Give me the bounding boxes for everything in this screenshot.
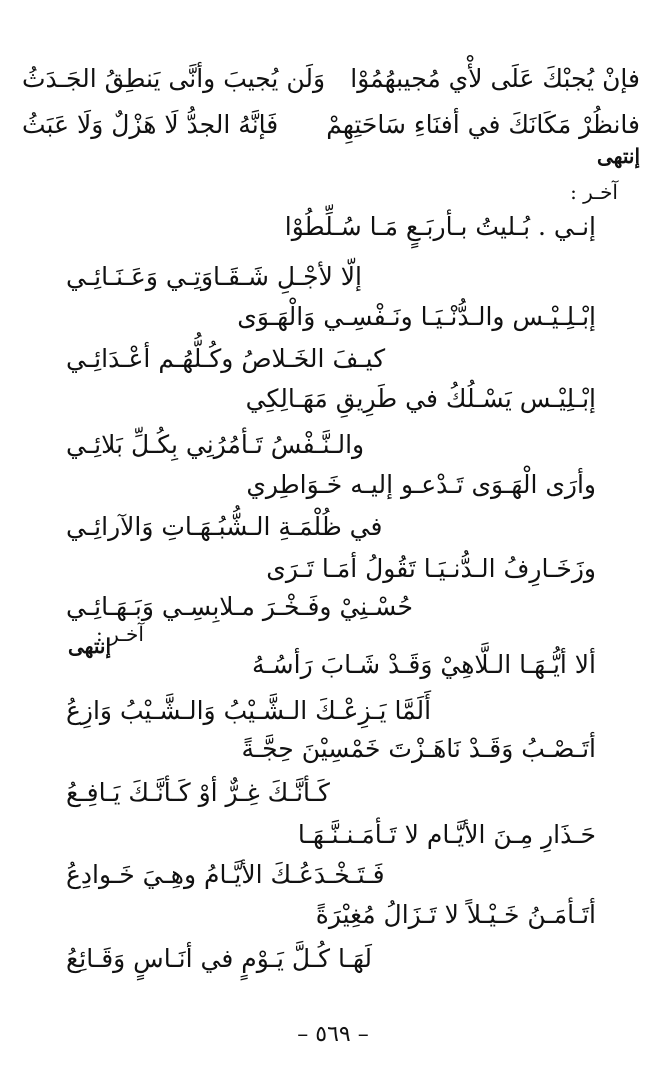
header-verse-2-left: فَإنَّهُ الجدُّ لَا هَزْلٌ وَلَا عَبَثُ <box>22 110 279 139</box>
verse-line: والـنَّـفْسُ تَـأمُرُنِي بِكُـلِّ بَلائِـي <box>66 430 365 459</box>
verse-line: كَـأنَّـكَ غِـرٌّ أوْ كَـأنَّـكَ يَـافِـعُ <box>66 778 330 807</box>
verse-line: أَلَمَّا يَـزِعْـكَ الـشَّـيْبُ وَالـشَّـيْبُ وَازِعُ <box>66 696 432 725</box>
verse-line: إنـي . بُـليتُ بـأربَـعٍ مَـا سُـلِّطُوْا <box>284 212 596 241</box>
verse-line: في ظُلْمَـةِ الـشُّبُـهَـاتِ وَالآرائِـي <box>66 512 383 541</box>
header-verse-1-left: وَلَن يُجيبَ وأنَّى يَنطِقُ الجَـدَثُ <box>22 64 326 93</box>
header-verse-1-right: فإنْ يُجبْكَ عَلَى لأْي مُجيبهُمُوْا <box>350 64 640 93</box>
verse-line: إبْـلِيْـس يَسْـلُكُ في طَرِيقِ مَهَـالِكِي <box>245 384 596 413</box>
end-marker: إنتهى <box>68 634 112 658</box>
section-label: آخـر : <box>96 622 144 646</box>
verse-line: حُسْـنِيْ وفَـخْـرَ مـلابِسِـي وَبَـهَـائِـي <box>66 592 413 621</box>
verse-line: أتَـأمَـنُ خَـيْـلاً لا تَـزَالُ مُغِيْرَةً <box>315 900 596 929</box>
header-verse-2-right: فانظُرْ مَكَانَكَ في أفنَاءِ سَاحَتِهِمْ <box>326 110 640 139</box>
verse-line: إلّا لأجْـلِ شَـقَـاوَتِـي وَعَـنَـائِـي <box>66 262 362 291</box>
verse-line: فَـتَـخْـدَعُـكَ الأيَّـامُ وهِـيَ خَـوادِعُ <box>66 860 385 889</box>
verse-line: ألا أيُّـهَـا الـلَّاهِيْ وَقَـدْ شَـابَ رَأسُـهُ <box>251 650 596 679</box>
verse-line: لَهَـا كُـلَّ يَـوْمٍ في أنَـاسٍ وَقَـائِعُ <box>66 944 373 973</box>
verse-line: إبْـلِـيْـس والـدُّنْـيَـا ونَـفْسِـي وَالْهَـوَى <box>237 302 596 331</box>
page-number: – ٥٦٩ – <box>297 1022 369 1047</box>
end-marker: إنتهى <box>596 144 640 168</box>
verse-line: كيـفَ الخَـلاصُ وكُـلُّهُـم أعْـدَائِـي <box>66 344 386 373</box>
verse-line: وزَخَـارِفُ الـدُّنـيَـا تَقُولُ أمَـا تَـرَى <box>266 554 596 583</box>
verse-line: حَـذَارِ مِـنَ الأيَّـام لا تَـأمَـنـنَّـهَـا <box>297 820 596 849</box>
verse-line: وأرَى الْهَـوَى تَـدْعـو إليـه خَـوَاطِري <box>246 470 596 499</box>
section-label: آخـر : <box>570 180 618 204</box>
verse-line: أتَـصْـبُ وَقَـدْ نَاهَـزْتَ خَمْسِيْنَ حِجَّـةً <box>241 734 596 763</box>
